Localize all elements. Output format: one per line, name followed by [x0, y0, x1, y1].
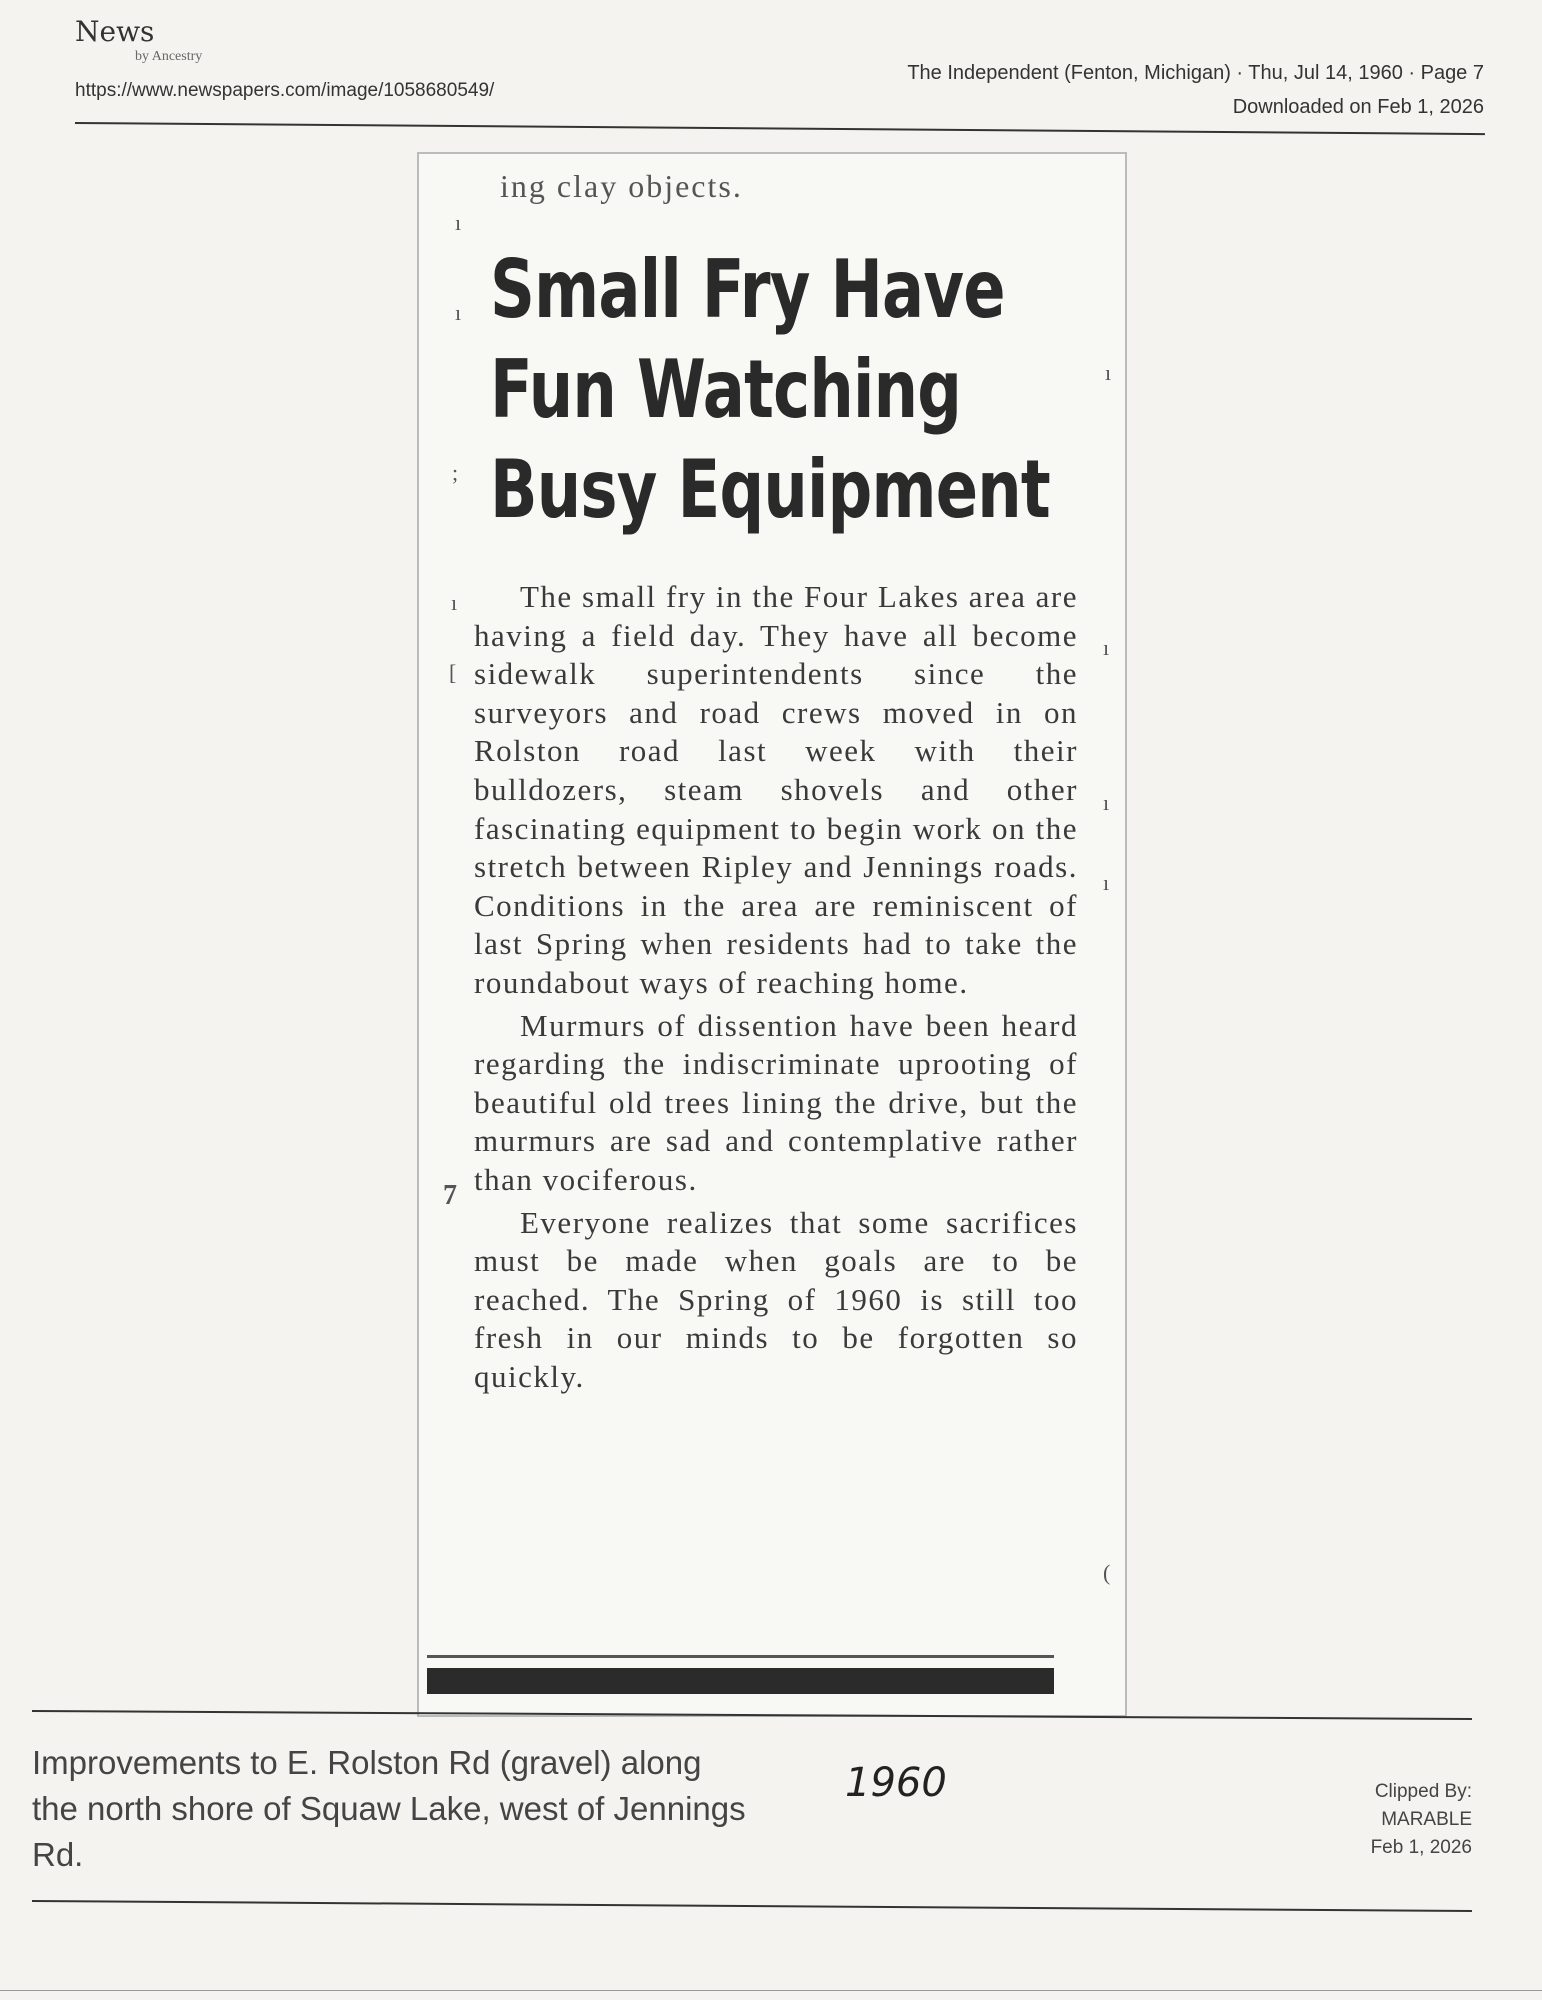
caption-bottom-divider [32, 1900, 1472, 1912]
clipping-bottom-bar [427, 1668, 1054, 1694]
page-bottom-divider [0, 1990, 1542, 1991]
handwritten-year: 1960 [845, 1760, 947, 1806]
margin-mark: ı [1105, 360, 1112, 385]
clipped-by-info [1371, 1778, 1472, 1862]
clipping-bottom-rule [427, 1655, 1054, 1658]
clipping-caption: Improvements to E. Rolston Rd (gravel) along the north shore of Squaw Lake, west of Jennings Rd. [32, 1744, 746, 1873]
newspapers-logo [75, 15, 203, 64]
headline-line: Fun Watching [490, 343, 962, 436]
clipped-by-label: Clipped By: [1374, 1781, 1472, 1802]
brand-subtitle: by Ancestry [135, 49, 203, 64]
headline-line: Busy Equipment [490, 443, 1050, 536]
publication-info [907, 56, 1484, 124]
headline-line: Small Fry Have [490, 243, 1005, 336]
clipped-date: Feb 1, 2026 [1370, 1837, 1472, 1858]
margin-mark: [ [449, 660, 457, 685]
publication-line: The Independent (Fenton, Michigan) · Thu, Jul 14, 1960 · Page 7 [907, 62, 1484, 84]
margin-mark: 7 [443, 1180, 457, 1211]
margin-mark: ı [1103, 635, 1110, 660]
margin-mark: ı [455, 300, 462, 325]
article-body [474, 578, 1078, 1396]
brand-name: News [75, 15, 155, 48]
source-url[interactable]: https://www.newspapers.com/image/1058680549/ [75, 80, 495, 101]
margin-mark: ı [1103, 790, 1110, 815]
article-paragraph: The small fry in the Four Lakes area are having a field day. They have all become sidewalk superintendents since the surveyors and road crews moved in on Rolston road last week with their bulldozers, steam shovels and other fascinating equipment to begin work on the stretch between Ripley and Jennings roads. Conditions in the area are reminiscent of last Spring when residents had to take the roundabout ways of reaching home. [474, 579, 1078, 1000]
margin-mark: ; [452, 460, 459, 485]
clipped-by-user: MARABLE [1381, 1809, 1472, 1830]
downloaded-line: Downloaded on Feb 1, 2026 [1232, 96, 1484, 118]
article-paragraph: Murmurs of dissention have been heard regarding the indiscriminate uprooting of beautiful old trees lining the drive, but the murmurs are sad and contemplative rather than vociferous. [474, 1007, 1078, 1197]
clipping-leadin: ing clay objects. [500, 168, 743, 204]
article-paragraph: Everyone realizes that some sacrifices must be made when goals are to be reached. The Spring of 1960 is still too fresh in our minds to be forgotten so quickly. [474, 1204, 1078, 1394]
margin-mark: ( [1103, 1560, 1111, 1585]
article-headline [490, 240, 1050, 540]
margin-mark: ı [455, 210, 462, 235]
margin-mark: ı [451, 590, 458, 615]
margin-mark: ı [1103, 870, 1110, 895]
